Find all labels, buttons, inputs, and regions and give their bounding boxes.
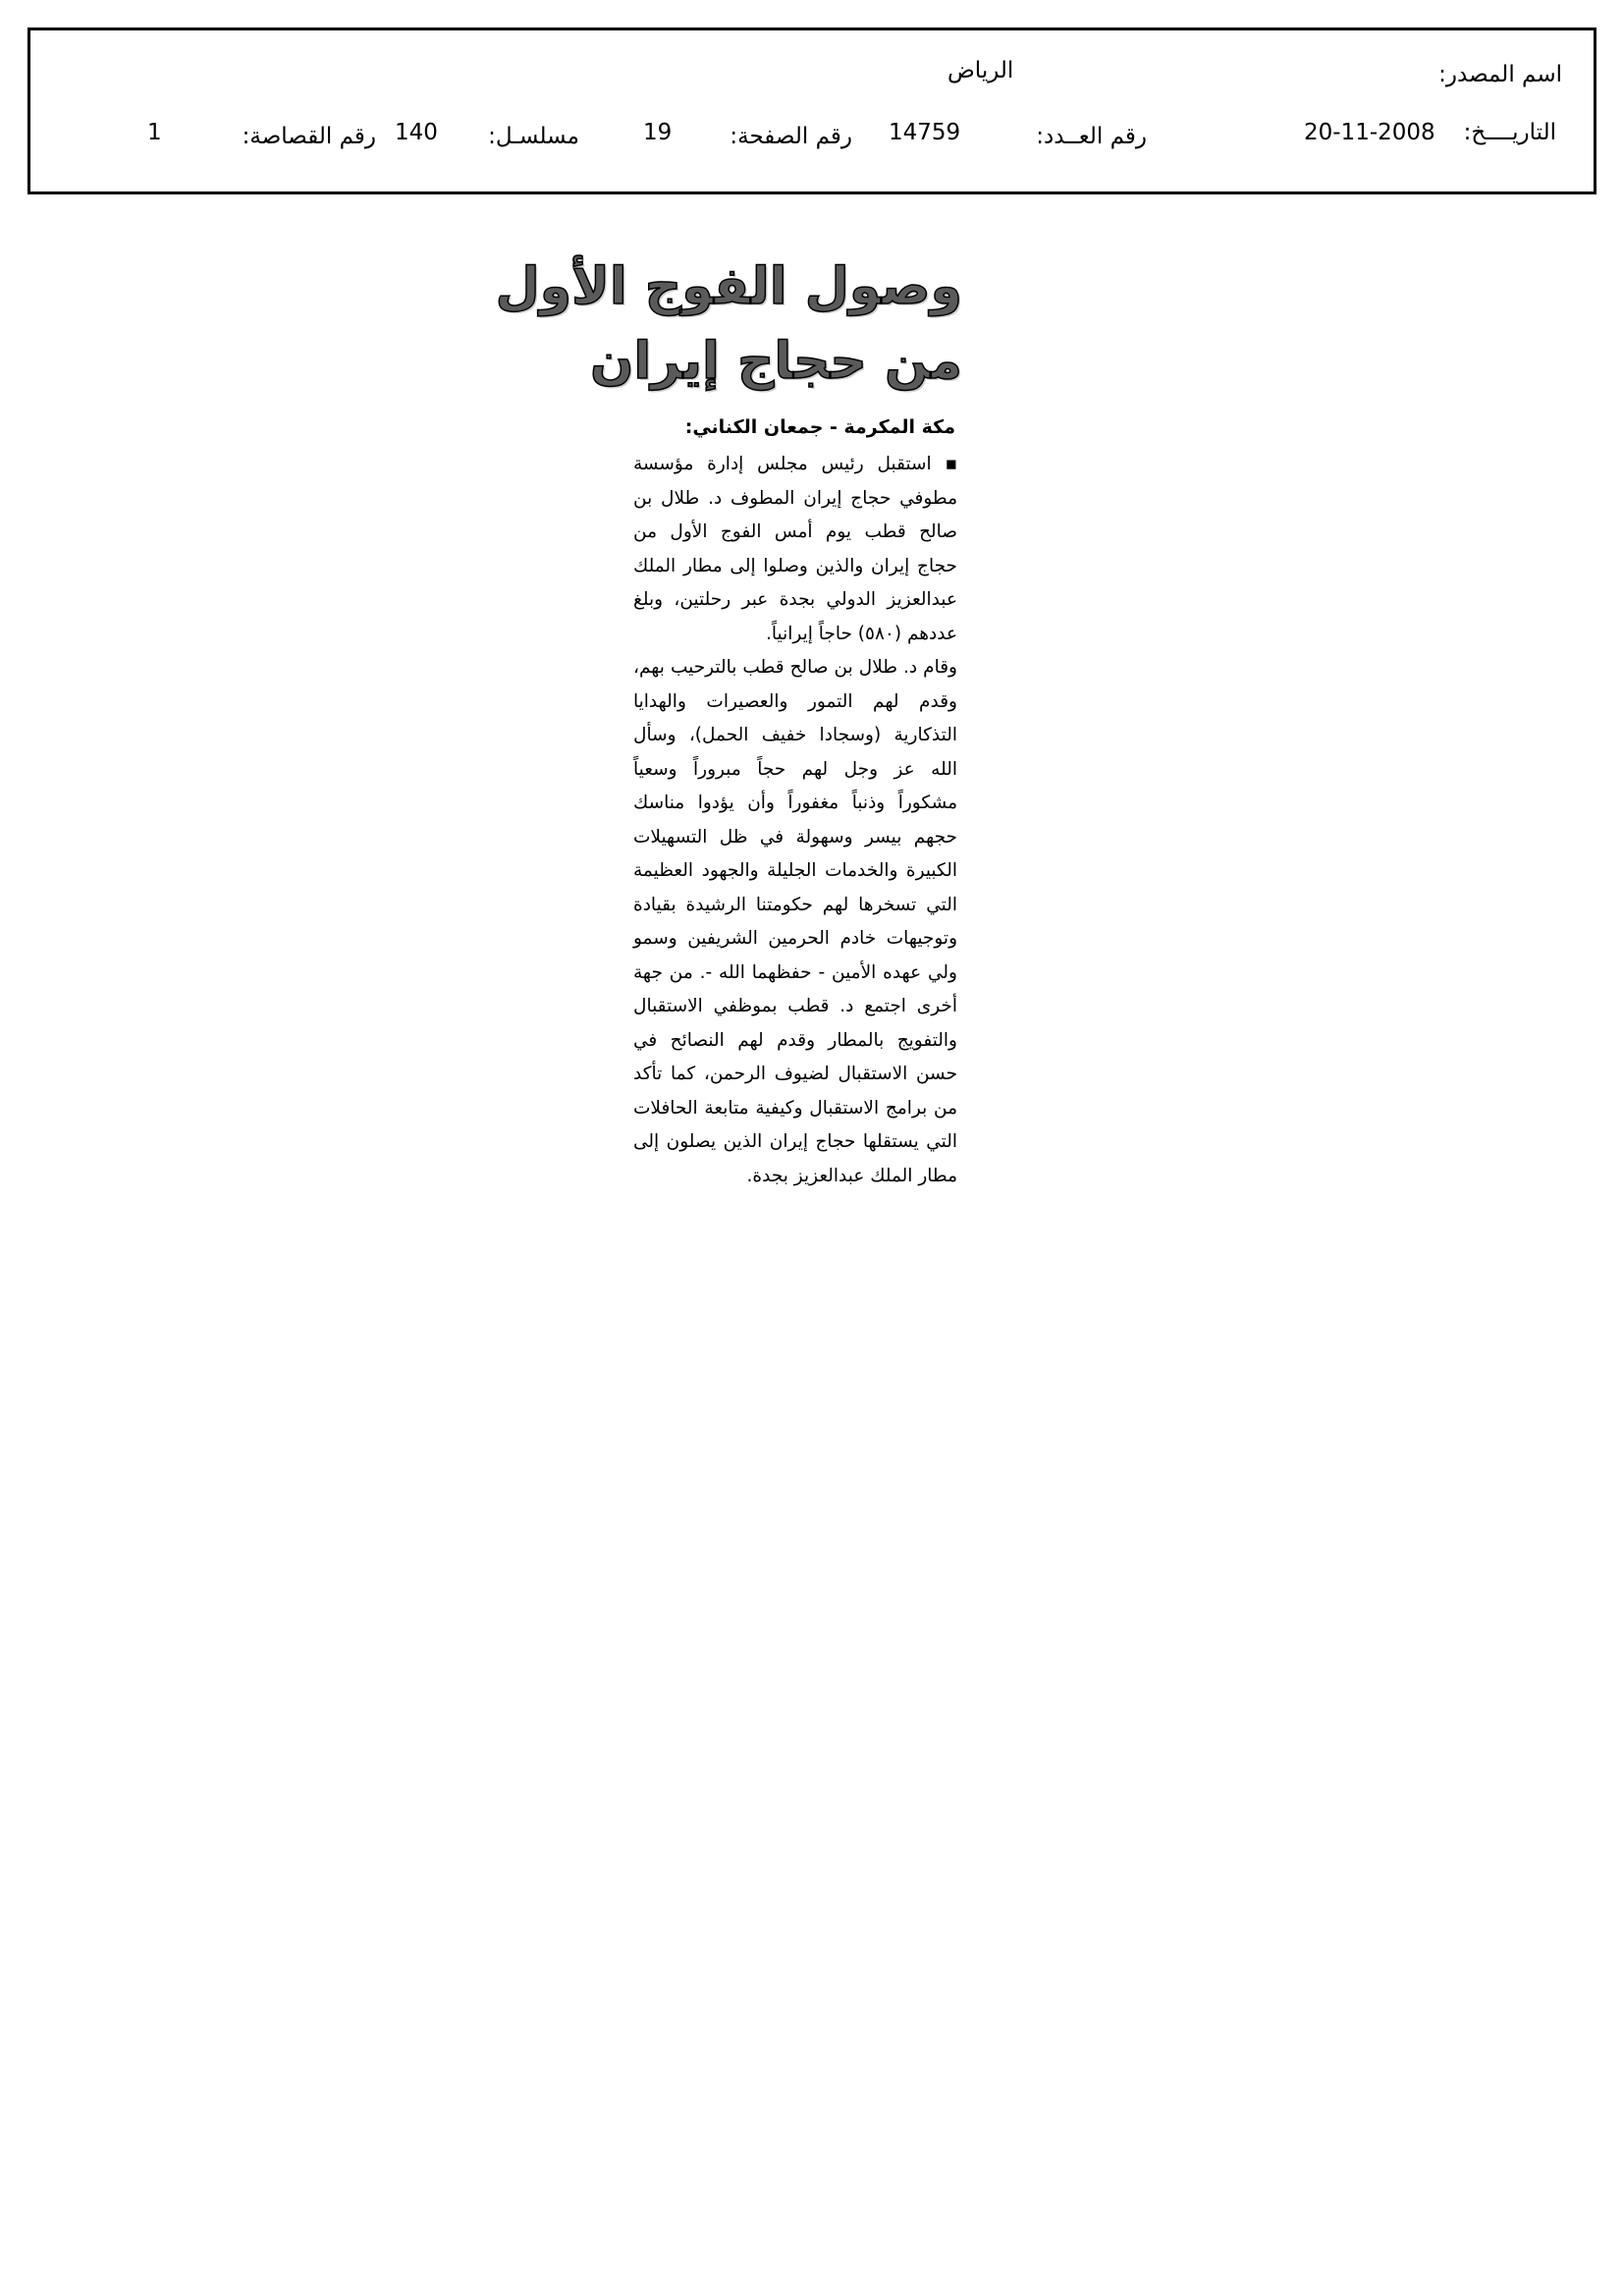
article-paragraph-1: ▪ استقبل رئيس مجلس إدارة مؤسسة مطوفي حجاج إيران المطوف د. طلال بن صالح قطب يوم أمس الفوج الأول من حجاج إيران والذين وصلوا إلى مطار الملك عبدالعزيز الدولي بجدة عبر رحلتين، وبلغ عددهم (٥٨٠) حاجاً إيرانياً.	[633, 454, 957, 644]
article-title-line-1: وصول الفوج الأول	[495, 257, 962, 316]
page-label: رقم الصفحة:	[730, 124, 852, 149]
source-label: اسم المصدر:	[1438, 62, 1562, 87]
source-value: الرياض	[947, 58, 1014, 83]
article-byline: مكة المكرمة - جمعان الكناني:	[684, 416, 955, 438]
clipping-header-box	[27, 27, 1596, 194]
article-title-line-2: من حجاج إيران	[589, 332, 962, 391]
date-value: 20-11-2008	[1304, 120, 1435, 145]
serial-value: 140	[395, 120, 438, 145]
clip-value: 1	[147, 120, 162, 145]
serial-label: مسلسـل:	[488, 124, 579, 149]
issue-label: رقم العــدد:	[1036, 124, 1147, 149]
issue-value: 14759	[889, 120, 961, 145]
article-paragraph-2: وقام د. طلال بن صالح قطب بالترحيب بهم، وقدم لهم التمور والعصيرات والهدايا التذكارية (وسجادا خفيف الحمل)، وسأل الله عز وجل لهم حجاً مبروراً وسعياً مشكوراً وذنباً مغفوراً وأن يؤدوا مناسك حجهم بيسر وسهولة في ظل التسهيلات الكبيرة والخدمات الجليلة والجهود العظيمة التي تسخرها لهم حكومتنا الرشيدة بقيادة وتوجيهات خادم الحرمين الشريفين وسمو ولي عهده الأمين - حفظهما الله -. من جهة أخرى اجتمع د. قطب بموظفي الاستقبال والتفويج بالمطار وقدم لهم النصائح في حسن الاستقبال لضيوف الرحمن، كما تأكد من برامج الاستقبال وكيفية متابعة الحافلات التي يستقلها حجاج إيران الذين يصلون إلى مطار الملك عبدالعزيز بجدة.	[633, 657, 957, 1186]
date-label: التاريــــخ:	[1463, 120, 1556, 145]
page-value: 19	[643, 120, 673, 145]
article-body	[633, 448, 957, 1193]
clip-label: رقم القصاصة:	[242, 124, 376, 149]
